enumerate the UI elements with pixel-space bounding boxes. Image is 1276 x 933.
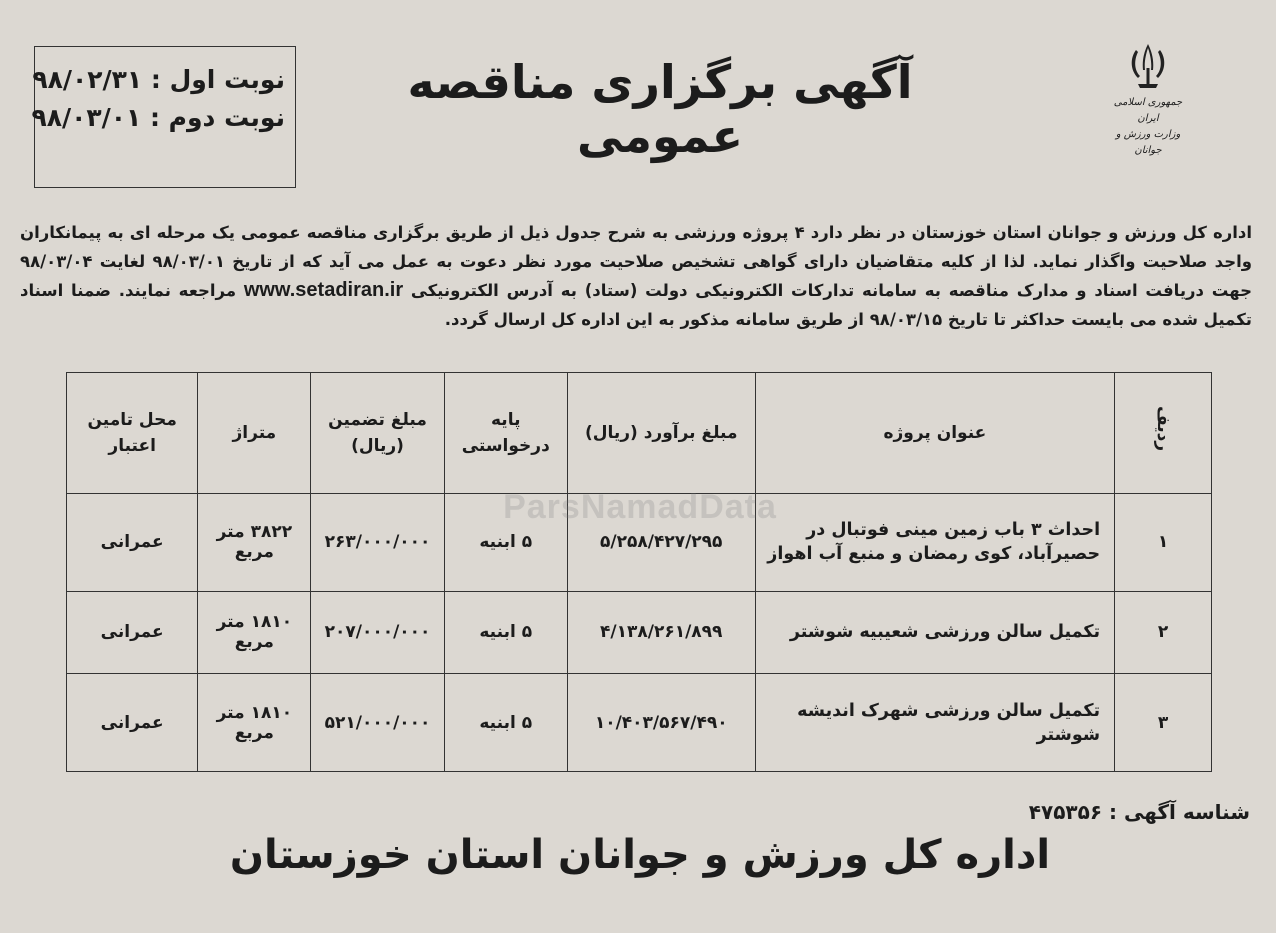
header-grade: پایه درخواستی (444, 373, 567, 494)
ministry-name: جمهوری اسلامی ایران وزارت ورزش و جوانان (1113, 97, 1183, 156)
header-guarantee: مبلغ تضمین (ریال) (311, 373, 444, 494)
row-number: ۲ (1115, 591, 1212, 674)
estimate-amount: ۱۰/۴۰۳/۵۶۷/۴۹۰ (567, 674, 755, 772)
project-title: تکمیل سالن ورزشی شهرک اندیشه شوشتر (755, 674, 1114, 772)
second-round: نوبت دوم : ۹۸/۰۳/۰۱ (31, 103, 285, 132)
required-grade: ۵ ابنیه (444, 494, 567, 592)
project-title: تکمیل سالن ورزشی شعیبیه شوشتر (755, 591, 1114, 674)
estimate-amount: ۵/۲۵۸/۴۲۷/۲۹۵ (567, 494, 755, 592)
projects-table (66, 372, 1212, 772)
issuer-footer: اداره کل ورزش و جوانان استان خوزستان (229, 832, 1051, 878)
project-area: ۱۸۱۰ متر مربع (198, 674, 311, 772)
row-number: ۳ (1115, 674, 1212, 772)
header-estimate: مبلغ برآورد (ریال) (567, 373, 755, 494)
required-grade: ۵ ابنیه (444, 674, 567, 772)
header-project-title: عنوان پروژه (755, 373, 1114, 494)
header-row-number: ردیف (1115, 373, 1212, 494)
funding-source: عمرانی (67, 591, 198, 674)
estimate-amount: ۴/۱۳۸/۲۶۱/۸۹۹ (567, 591, 755, 674)
guarantee-amount: ۲۶۳/۰۰۰/۰۰۰ (311, 494, 444, 592)
project-area: ۱۸۱۰ متر مربع (198, 591, 311, 674)
project-title: احداث ۳ باب زمین مینی فوتبال در حصیرآباد، کوی رمضان و منبع آب اهواز (755, 494, 1114, 592)
first-round: نوبت اول : ۹۸/۰۲/۳۱ (32, 65, 285, 94)
iran-emblem-icon (1124, 40, 1172, 92)
setad-url-link[interactable]: www.setadiran.ir (243, 279, 404, 301)
intro-paragraph: اداره کل ورزش و جوانان استان خوزستان در نظر دارد ۴ پروژه ورزشی به شرح جدول ذیل از طریق برگزاری مناقصه عمومی یک مرحله ای به پیمانکاران واجد صلاحیت واگذار نماید. لذا از کلیه متقاضیان دارای گواهی تشخیص صلاحیت مورد نظر دعوت به عمل می آید که از تاریخ ۹۸/۰۳/۰۱ لغایت ۹۸/۰۳/۰۴ جهت دریافت اسناد و مدارک مناقصه به سامانه تدارکات الکترونیکی دولت (ستاد) به آدرس الکترونیکی www.setadiran.ir مراجعه نمایند. ضمنا اسناد تکمیل شده می بایست حداکثر تا تاریخ ۹۸/۰۳/۱۵ از طریق سامانه مذکور به این اداره کل ارسال گردد. (20, 223, 1253, 329)
header-area: متراژ (198, 373, 311, 494)
notice-title: آگهی برگزاری مناقصه عمومی (407, 55, 913, 163)
publication-rounds-box (31, 46, 296, 188)
required-grade: ۵ ابنیه (444, 591, 567, 674)
funding-source: عمرانی (67, 494, 198, 592)
funding-source: عمرانی (67, 674, 198, 772)
ministry-logo (1108, 40, 1188, 156)
header-funding: محل تامین اعتبار (67, 373, 198, 494)
guarantee-amount: ۵۲۱/۰۰۰/۰۰۰ (311, 674, 444, 772)
row-number: ۱ (1115, 494, 1212, 592)
table-header-row (67, 373, 1212, 494)
watermark: ParsNamadData (503, 488, 777, 526)
table-row (67, 674, 1212, 772)
table-row (67, 591, 1212, 674)
project-area: ۳۸۲۲ متر مربع (198, 494, 311, 592)
guarantee-amount: ۲۰۷/۰۰۰/۰۰۰ (311, 591, 444, 674)
ad-identifier: شناسه آگهی : ۴۷۵۳۵۶ (1028, 800, 1250, 824)
